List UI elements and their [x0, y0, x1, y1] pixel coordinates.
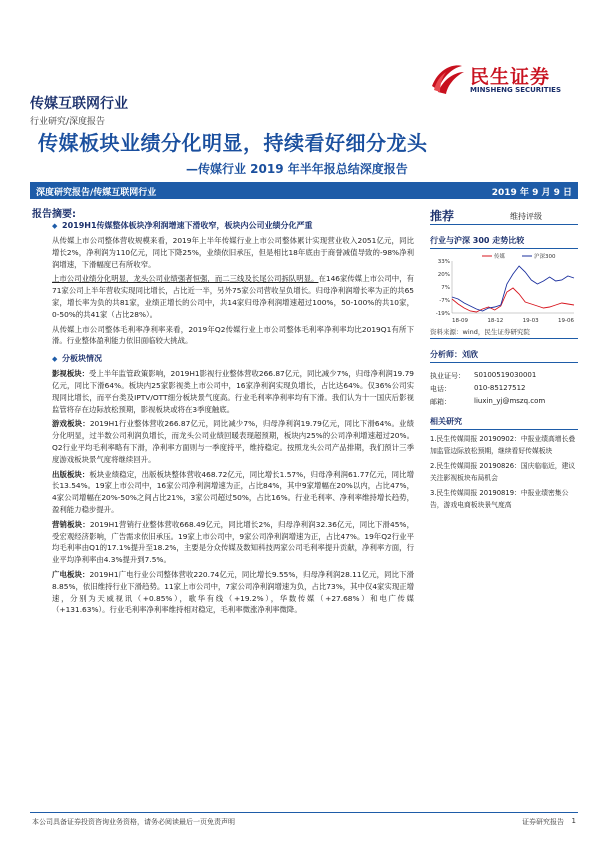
- related-title: 相关研究: [430, 416, 578, 430]
- chart-source: 资料来源：wind，民生证券研究院: [430, 327, 578, 339]
- trend-chart-svg: [430, 251, 578, 325]
- abstract-body: [52, 220, 414, 616]
- sector-broadcast: [52, 569, 414, 616]
- section-bullet: ◆ 2019H1传媒整体板块净利润增速下滑收窄，板块内公司业绩分化严重: [52, 220, 414, 232]
- sector-publishing: [52, 469, 414, 516]
- rating-box: [430, 207, 578, 225]
- report-title: 传媒板块业绩分化明显，持续看好细分龙头: [38, 131, 428, 155]
- minsheng-logo: [428, 60, 578, 100]
- y-tick-label: -7%: [439, 298, 450, 304]
- footer-disclaimer[interactable]: 本公司具备证券投资咨询业务资格，请务必阅读最后一页免责声明: [32, 818, 235, 826]
- minsheng-logo-icon: [428, 60, 466, 98]
- related-report-link[interactable]: 2.民生传媒周报 20190826：国庆临临近，建议关注影视板块布局机会: [430, 462, 576, 482]
- sector-text: 2019H1行业整体营收266.87亿元，同比减少7%，归母净利润19.79亿元，同比下滑64%。业绩分化明显，过半数公司利润负增长，而龙头公司业绩回暖表现超预期，板块内25%的公司净利增速超过20%。Q2行业平均毛利率略有下滑，净利率方面则与一季度持平，维持稳定。按照龙头公司产品排期，我们预计三季度游戏板块景气度将继续回升。: [52, 419, 414, 464]
- paragraph: [52, 273, 414, 320]
- sector-text: 2019H1营销行业整体营收668.49亿元，同比增长2%，归母净利润32.36亿元，同比下滑45%，受宏观经济影响，广告需求依旧承压。19家上市公司中，9家公司净利润增速为正，占比47%。19年Q2行业平均毛利率由Q1的17.1%提升至18.2%，主要是分众传媒及数知科技两家公司毛利率提升贡献，净利率方面，行业平均净利率由4.3%提升到7.5%。: [52, 519, 414, 565]
- highlight-text: 上市公司业绩分化明显，龙头公司业绩强者恒强，而二三线及长尾公司拆队明显。: [52, 274, 319, 284]
- paragraph: 从传媒上市公司整体营收规模来看，2019年上半年传媒行业上市公司整体累计实现营业收入2051亿元，同比增长2%，净利润为110亿元，同比下降25%，业绩依旧承压，但是相比18年底由于商誉减值导致的-98%净利润增速，下滑幅度已有所收窄。: [52, 236, 414, 269]
- trend-chart: [430, 251, 578, 325]
- sector-text: 2019H1广电行业公司整体营收220.74亿元，同比增长9.55%，归母净利润28.11亿元，同比下滑8.85%，依旧维持行业下滑趋势。11家上市公司中，7家公司净利润增速为负，占比73%，其中仅4家实现正增速，分别为天威视讯（+0.85%），歌华有线（+19.2%），华数传媒（+27.68%）和电广传媒（+131.63%）。行业毛利率净利率维持相对稳定，毛利率微涨净利率微降。: [52, 569, 414, 615]
- related-report-link[interactable]: 3.民生传媒周报 20190819：中报业绩密集公告，游戏电商板块景气度高: [430, 489, 569, 509]
- analyst-row: [430, 369, 578, 382]
- page-footer: [30, 812, 578, 828]
- analyst-title: 分析师：刘欣: [430, 349, 578, 363]
- sector-marketing: [52, 519, 414, 566]
- report-type: 行业研究/深度报告: [30, 117, 106, 127]
- sidebar: [430, 207, 578, 511]
- analyst-value: S0100519030001: [474, 371, 537, 379]
- x-tick-label: 19-03: [522, 318, 539, 324]
- analyst-row: [430, 382, 578, 395]
- analyst-info: [430, 369, 578, 408]
- paragraph-text: 在146家传媒上市公司中，有71家公司上半年营收实现同比增长，占比近一半，另外75家公司营收呈负增长。归母净利润增长率为正的共65家，增长率为负的共81家，业绩正增长的公司中，共14家归母净利润增速超过100%，50-100%的共10家，0-50%的共41家（占比28%）。: [52, 274, 414, 319]
- sector-label: 游戏板块：: [52, 419, 90, 429]
- series-line-0: [452, 288, 574, 312]
- header-bar: [30, 182, 578, 199]
- industry-label: 传媒互联网行业: [30, 96, 128, 112]
- analyst-key: 执业证号：: [430, 372, 465, 380]
- sector-label: 出版板块：: [52, 469, 90, 479]
- abstract-label: 报告摘要:: [32, 209, 76, 220]
- legend-label: 沪深300: [534, 254, 556, 260]
- legend-label: 传媒: [494, 254, 506, 260]
- footer-label: 证券研究报告: [522, 818, 564, 826]
- rating-label: 推荐: [430, 209, 455, 223]
- sector-game: [52, 418, 414, 465]
- sector-text: 受上半年监管政策影响，2019H1影视行业整体营收266.87亿元，同比减少7%，归母净利润19.79亿元，同比下滑64%。板块内25家影视类上市公司中，16家净利润实现负增长，占比达64%。仅36%公司实现同比增长，而平台类及IPTV/OTT细分板块景气度高。行业毛利率净利率均有下滑。我们认为十一国庆后影视监管将存在边际放松预期，影视板块或将在3季度触底。: [52, 369, 414, 414]
- x-tick-label: 18-12: [487, 318, 504, 324]
- x-tick-label: 18-09: [452, 318, 468, 324]
- analyst-email[interactable]: liuxin_yj@mszq.com: [474, 397, 546, 405]
- x-tick-label: 19-06: [558, 318, 574, 324]
- sector-label: 营销板块：: [52, 519, 90, 529]
- y-tick-label: 33%: [437, 259, 450, 265]
- y-tick-label: -19%: [435, 311, 450, 317]
- chart-title: 行业与沪深 300 走势比较: [430, 235, 578, 249]
- header-bar-date: 2019 年 9 月 9 日: [491, 188, 572, 198]
- rating-value: 维持评级: [510, 212, 542, 221]
- analyst-value: 010-85127512: [474, 384, 526, 392]
- sector-film: [52, 368, 414, 415]
- section-bullet: ◆ 分板块情况: [52, 353, 414, 365]
- report-subtitle: —传媒行业 2019 年半年报总结深度报告: [186, 162, 408, 176]
- analyst-key: 邮箱：: [430, 398, 451, 406]
- header-bar-category: 深度研究报告/传媒互联网行业: [36, 188, 157, 198]
- y-tick-label: 7%: [441, 285, 450, 291]
- paragraph: 从传媒上市公司整体毛利率净利率来看，2019年Q2传媒行业上市公司整体毛利率净利率均比2019Q1有所下滑。行业整体盈利能力依旧面临较大挑战。: [52, 324, 414, 346]
- page-number: 1: [571, 817, 576, 825]
- brand-name-en: MINSHENG SECURITIES: [470, 86, 561, 94]
- y-tick-label: 20%: [437, 272, 450, 278]
- sector-label: 广电板块：: [52, 569, 90, 579]
- brand-name-cn: 民生证券: [470, 66, 551, 88]
- related-report-link[interactable]: 1.民生传媒周报 20190902：中报业绩高增长叠加监管边际放松预期，继续看好传媒板块: [430, 435, 576, 455]
- sector-label: 影视板块：: [52, 369, 90, 379]
- sector-text: 板块业绩稳定，出版板块整体营收468.72亿元，同比增长1.57%，归母净利润61.77亿元，同比增长13.54%。19家上市公司中，16家公司净利润增速为正，占比84%，其中9家增幅在20%以内，占比47%，4家公司增幅在20%-50%之间占比21%，3家公司超过50%，占比16%。行业毛利率、净利率维持增长趋势，盈利能力稳步提升。: [52, 469, 414, 514]
- analyst-row: [430, 395, 578, 408]
- analyst-key: 电话：: [430, 385, 451, 393]
